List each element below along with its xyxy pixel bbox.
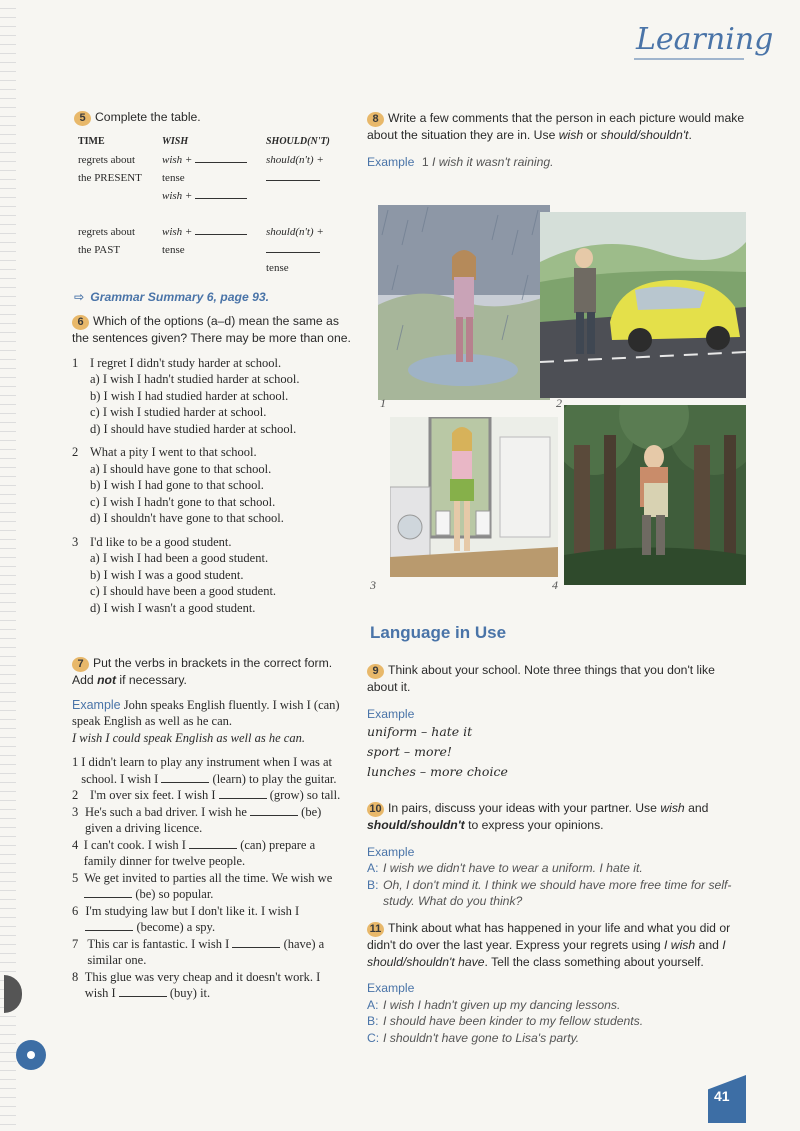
example-notes: uniform – hate it sport – more! lunches – more choice (367, 724, 508, 779)
table-cell: the PRESENT (78, 172, 142, 184)
exercise-10-instruction: 10 In pairs, discuss your ideas with your partner. Use wish and should/shouldn't to express your opinions. (367, 801, 709, 832)
table-cell: tense (162, 172, 185, 184)
exercise-number-badge: 10 (367, 802, 384, 817)
exercise-10 (367, 800, 747, 910)
list-item: 6 I'm studying law but I don't like it. I wish I (become) a spy. (72, 903, 300, 934)
answer-blank[interactable] (232, 947, 280, 948)
exercise-5-instruction: 5 Complete the table. (74, 110, 354, 126)
arrow-right-icon: ⇨ (74, 290, 85, 304)
option: b) I wish I had studied harder at school. (90, 388, 289, 403)
list-item: 7 This car is fantastic. I wish I (have) a similar one. (72, 936, 325, 967)
exercise-number-badge: 7 (72, 657, 89, 672)
answer-blank[interactable] (161, 782, 209, 783)
option: d) I shouldn't have gone to that school. (90, 511, 284, 525)
exercise-number-badge: 8 (367, 112, 384, 127)
example: Example 1 I wish it wasn't raining. (367, 154, 554, 169)
exercise-7 (72, 655, 342, 1002)
option: c) I should have been a good student. (90, 584, 277, 598)
table-cell: tense (162, 244, 185, 256)
table-header-should: SHOULD(N'T) (266, 136, 330, 147)
picture-caption: 3 (370, 578, 376, 592)
dialogue-line: B: Oh, I don't mind it. I think we should have more free time for self-study. What do you think? (367, 877, 732, 908)
exercise-11-instruction: 11 Think about what has happened in your life and what you did or didn't do over the last year. Express your regrets using I wish and I should/shouldn't have. Tell the class something about yourself. (367, 921, 731, 969)
exercise-9-instruction: 9 Think about your school. Note three things that you don't like about it. (367, 663, 715, 694)
binding-decoration (27, 1051, 35, 1059)
page-binding-edge (0, 0, 16, 1131)
page-number: 41 (714, 1088, 730, 1104)
option: b) I wish I had gone to that school. (90, 478, 264, 492)
exercise-5 (74, 110, 354, 304)
example-label: Example (367, 706, 415, 721)
example: Example John speaks English fluently. I wish I (can) speak English as well as he can. I wish I could speak English as well as he can. (72, 697, 340, 745)
exercise-8 (367, 110, 745, 170)
list-item: 5 We get invited to parties all the time. We wish we (be) so popular. (72, 870, 333, 901)
section-title: Learning (636, 22, 774, 57)
answer-blank[interactable] (84, 897, 132, 898)
table-cell: should(n't) + (266, 154, 324, 166)
list-item: 3 He's such a bad driver. I wish he (be) given a driving licence. (72, 804, 322, 835)
picture-caption: 4 (552, 578, 558, 592)
illustration-rain (378, 205, 550, 400)
table-cell: the PAST (78, 244, 121, 256)
exercise-number-badge: 11 (367, 922, 384, 937)
table-cell: should(n't) + (266, 226, 324, 238)
dialogue-line: A: I wish we didn't have to wear a uniform. I hate it. (367, 861, 643, 875)
table-cell: wish + (162, 190, 266, 208)
list-item: 2 What a pity I went to that school. a) I should have gone to that school. b) I wish I had gone to that school. c) I wish I hadn't gone to that school. d) I shouldn't have gone to that school. (72, 444, 354, 527)
dialogue-line: B: I should have been kinder to my fellow students. (367, 1014, 644, 1028)
list-item: 3 I'd like to be a good student. a) I wish I had been a good student. b) I wish I was a good student. c) I should have been a good student. d) I wish I wasn't a good student. (72, 534, 354, 617)
answer-blank[interactable] (189, 848, 237, 849)
table-cell: regrets about (78, 226, 136, 238)
picture-caption: 2 (556, 396, 562, 410)
example-label: Example (367, 981, 415, 995)
list-item: 1 I regret I didn't study harder at school. a) I wish I hadn't studied harder at school. b) I wish I had studied harder at school. c) I wish I studied harder at school. d) I should have studied harder at school. (72, 355, 354, 438)
list-item: 4 I can't cook. I wish I (can) prepare a family dinner for twelve people. (72, 837, 316, 868)
exercise-6-instruction: 6 Which of the options (a–d) mean the same as the sentences given? There may be more than one. (72, 314, 351, 345)
section-title-underline (634, 58, 744, 60)
exercise-number-badge: 5 (74, 111, 91, 126)
answer-blank[interactable] (219, 798, 267, 799)
section-heading: Language in Use (370, 623, 507, 642)
option: a) I wish I had been a good student. (90, 551, 269, 565)
list-item: 2 I'm over six feet. I wish I (grow) so tall. (72, 788, 341, 802)
exercise-number-badge: 6 (72, 315, 89, 330)
illustration-doorway (390, 417, 558, 577)
option: b) I wish I was a good student. (90, 567, 244, 582)
dialogue-line: C: I shouldn't have gone to Lisa's party. (367, 1030, 580, 1045)
table-cell: tense (266, 262, 289, 274)
exercise-9 (367, 662, 747, 782)
option: a) I wish I hadn't studied harder at school. (90, 372, 300, 386)
table-header-wish: WISH (162, 136, 189, 147)
list-item: 8 This glue was very cheap and it doesn't work. I wish I (buy) it. (72, 969, 321, 1000)
exercise-number-badge: 9 (367, 664, 384, 679)
answer-blank[interactable] (250, 815, 298, 816)
option: d) I wish I wasn't a good student. (90, 600, 256, 615)
table-cell: wish + (162, 154, 266, 172)
example-label: Example (367, 844, 415, 859)
table-cell: regrets about (78, 154, 136, 166)
answer-blank[interactable] (85, 930, 133, 931)
answer-blank[interactable] (119, 996, 167, 997)
illustration-car (540, 212, 746, 398)
dialogue-line: A: I wish I hadn't given up my dancing lessons. (367, 997, 621, 1012)
option: c) I wish I studied harder at school. (90, 405, 267, 419)
exercise-6 (72, 313, 354, 616)
grammar-summary-link[interactable]: ⇨ Grammar Summary 6, page 93. (74, 290, 270, 304)
list-item: 1 I didn't learn to play any instrument when I was at school. I wish I (learn) to play the guitar. (72, 755, 337, 786)
binding-decoration (4, 975, 22, 1013)
exercise-11 (367, 920, 747, 1046)
exercise-7-instruction: 7 Put the verbs in brackets in the correct form. Add not if necessary. (72, 656, 333, 687)
exercise-8-instruction: 8 Write a few comments that the person in each picture would make about the situation they are in. Use wish or should/shouldn't. (367, 111, 745, 142)
option: a) I should have gone to that school. (90, 461, 272, 476)
table-cell: wish + (162, 226, 266, 244)
grammar-table (78, 136, 330, 280)
table-cell (266, 244, 330, 262)
option: c) I wish I hadn't gone to that school. (90, 494, 276, 509)
option: d) I should have studied harder at school. (90, 421, 297, 436)
picture-caption: 1 (380, 396, 386, 410)
table-cell (266, 172, 330, 190)
illustration-forest (564, 405, 746, 585)
table-header-time: TIME (78, 136, 105, 147)
